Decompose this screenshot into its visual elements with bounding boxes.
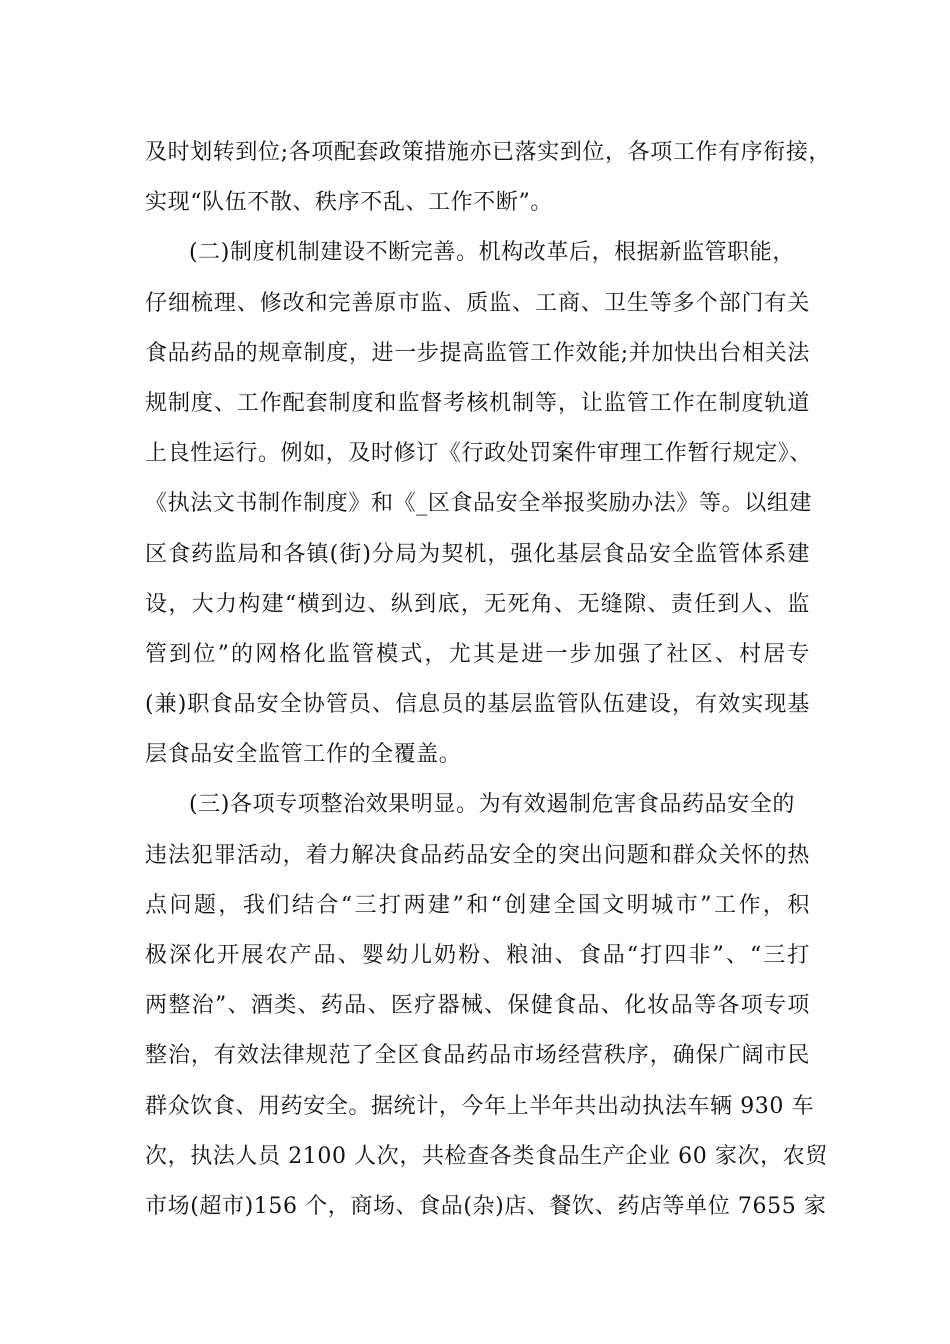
- text-line: 上良性运行。例如，及时修订《行政处罚案件审理工作暂行规定》、: [145, 441, 813, 467]
- text-line: 区食药监局和各镇(街)分局为契机，强化基层食品安全监管体系建: [145, 541, 810, 567]
- paragraph-heading-line: (三)各项专项整治效果明显。为有效遏制危害食品药品安全的: [189, 792, 795, 818]
- document-body: [145, 128, 832, 1232]
- text-line: 管到位”的网格化监管模式，尤其是进一步加强了社区、村居专: [145, 641, 810, 667]
- text-line: 市场(超市)156 个，商场、食品(杂)店、餐饮、药店等单位 7655 家: [145, 1193, 827, 1219]
- text-line: 规制度、工作配套制度和监督考核机制等，让监管工作在制度轨道: [145, 390, 810, 416]
- text-line: 食品药品的规章制度，进一步提高监管工作效能;并加快出台相关法: [145, 340, 810, 366]
- text-line: 群众饮食、用药安全。据统计，今年上半年共出动执法车辆 930 车: [145, 1093, 815, 1119]
- text-line: 仔细梳理、修改和完善原市监、质监、工商、卫生等多个部门有关: [145, 290, 810, 316]
- text-line: 及时划转到位;各项配套政策措施亦已落实到位，各项工作有序衔接，: [145, 140, 832, 165]
- text-line: 设，大力构建“横到边、纵到底，无死角、无缝隙、责任到人、监: [145, 591, 810, 617]
- text-line: 次，执法人员 2100 人次，共检查各类食品生产企业 60 家次，农贸: [145, 1143, 828, 1169]
- text-line: 《执法文书制作制度》和《_区食品安全举报奖励办法》等。以组建: [145, 491, 813, 517]
- text-line: (兼)职食品安全协管员、信息员的基层监管队伍建设，有效实现基: [145, 692, 810, 718]
- text-line: 极深化开展农产品、婴幼儿奶粉、粮油、食品“打四非”、“三打: [145, 943, 810, 968]
- paragraph-heading-line: (二)制度机制建设不断完善。机构改革后，根据新监管职能，: [189, 240, 795, 266]
- text-line: 整治，有效法律规范了全区食品药品市场经营秩序，确保广阔市民: [145, 1043, 810, 1069]
- text-line: 违法犯罪活动，着力解决食品药品安全的突出问题和群众关怀的热: [145, 842, 810, 868]
- text-line: 实现“队伍不散、秩序不乱、工作不断”。: [145, 190, 553, 216]
- text-line: 两整治”、酒类、药品、医疗器械、保健食品、化妆品等各项专项: [145, 993, 810, 1019]
- text-line: 层食品安全监管工作的全覆盖。: [145, 742, 462, 768]
- text-line: 点问题，我们结合“三打两建”和“创建全国文明城市”工作，积: [145, 892, 810, 918]
